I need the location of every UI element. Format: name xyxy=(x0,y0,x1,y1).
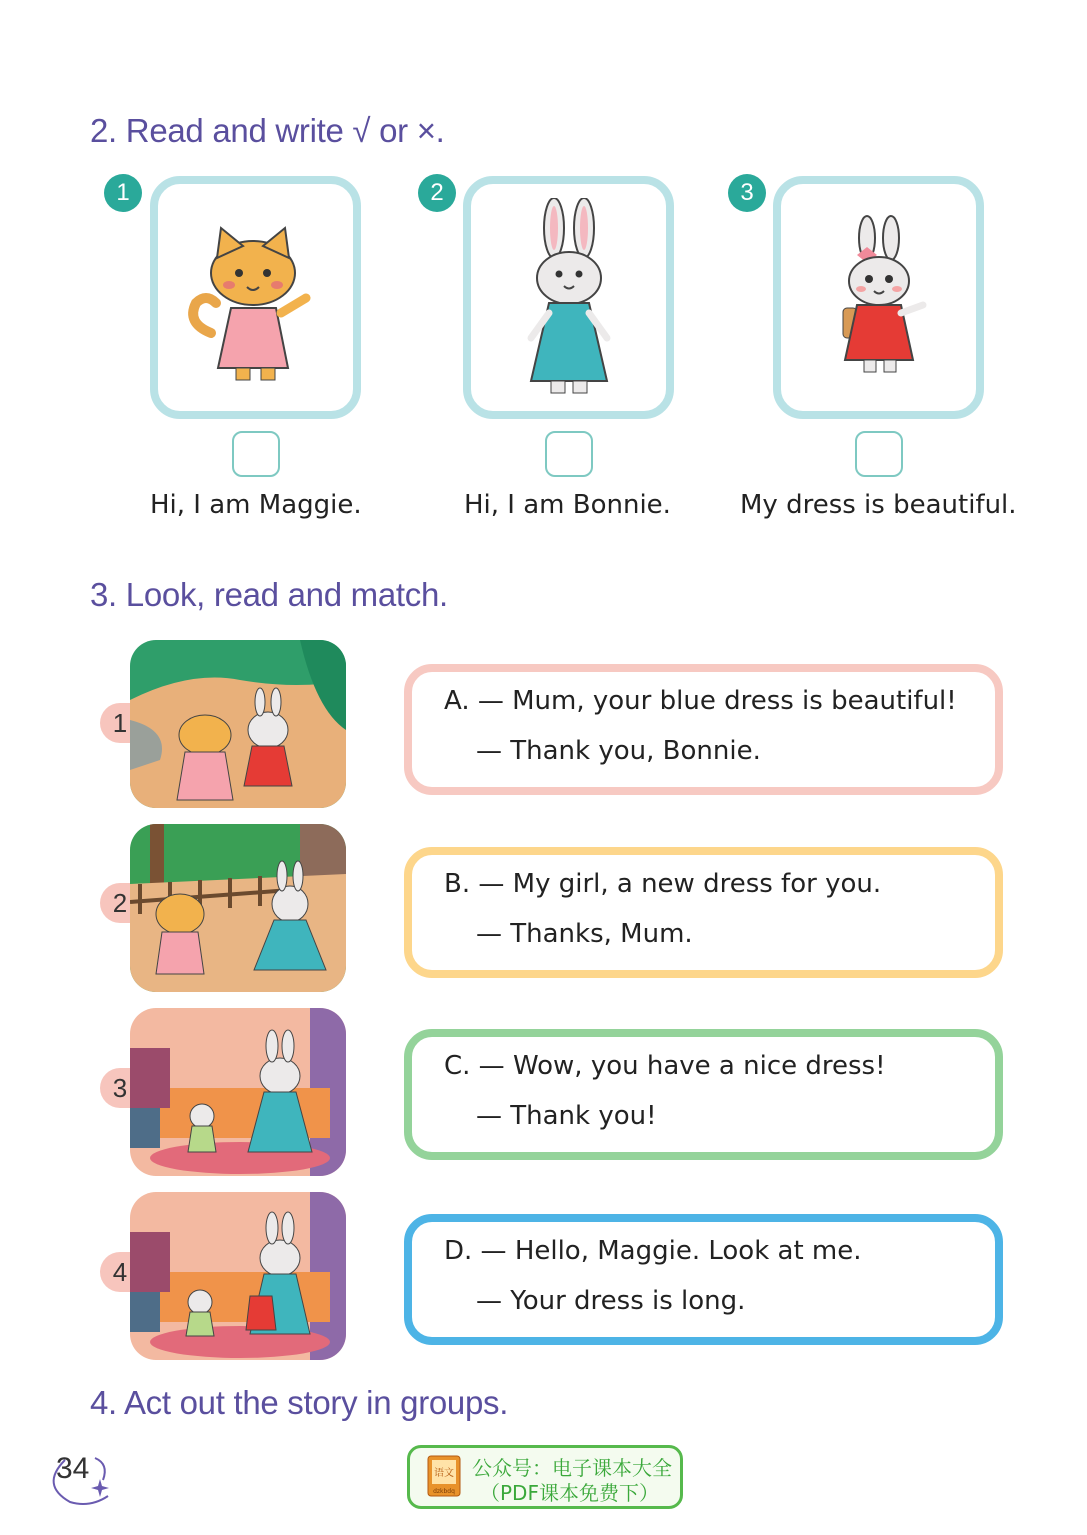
item-number-1: 1 xyxy=(104,174,142,212)
dialog-c-line1: C. — Wow, you have a nice dress! xyxy=(444,1051,886,1081)
picture-frame-1 xyxy=(150,176,361,419)
section4-title: 4. Act out the story in groups. xyxy=(90,1384,509,1421)
dialog-d-line2: — Your dress is long. xyxy=(476,1286,746,1316)
dialog-a-line2: — Thank you, Bonnie. xyxy=(476,736,761,766)
watermark-banner xyxy=(407,1445,683,1509)
dialog-box-c xyxy=(404,1029,1003,1160)
book-icon-small-label: dzkbdq xyxy=(433,1488,455,1495)
scene-picture-3 xyxy=(130,1008,346,1176)
dialog-box-a xyxy=(404,664,1003,795)
dialog-d-line1: D. — Hello, Maggie. Look at me. xyxy=(444,1236,862,1266)
watermark-line2: （PDF课本免费下） xyxy=(480,1481,659,1505)
picture-number-2: 2 xyxy=(100,883,140,923)
section3-title: 3. Look, read and match. xyxy=(90,576,448,613)
dialog-b-line1: B. — My girl, a new dress for you. xyxy=(444,869,882,899)
scene-picture-1 xyxy=(130,640,346,808)
caption-2: Hi, I am Bonnie. xyxy=(464,490,671,520)
book-icon-label: 语文 xyxy=(434,1468,454,1479)
rabbit-mum-illustration xyxy=(509,198,629,398)
scene-picture-2 xyxy=(130,824,346,992)
section2-title: 2. Read and write √ or ×. xyxy=(90,112,445,149)
dialog-a-line1: A. — Mum, your blue dress is beautiful! xyxy=(444,686,957,716)
book-icon xyxy=(426,1454,462,1498)
dialog-box-b xyxy=(404,847,1003,978)
answer-box-2[interactable] xyxy=(545,431,593,477)
caption-1: Hi, I am Maggie. xyxy=(150,490,362,520)
picture-frame-2 xyxy=(463,176,674,419)
picture-number-3: 3 xyxy=(100,1068,140,1108)
item-number-3: 3 xyxy=(728,174,766,212)
answer-box-3[interactable] xyxy=(855,431,903,477)
cat-illustration xyxy=(181,213,331,383)
picture-frame-3 xyxy=(773,176,984,419)
picture-number-1: 1 xyxy=(100,703,140,743)
scene-picture-4 xyxy=(130,1192,346,1360)
answer-box-1[interactable] xyxy=(232,431,280,477)
dialog-box-d xyxy=(404,1214,1003,1345)
picture-number-4: 4 xyxy=(100,1252,140,1292)
caption-3: My dress is beautiful. xyxy=(740,490,1017,520)
dialog-c-line2: — Thank you! xyxy=(476,1101,657,1131)
rabbit-girl-illustration xyxy=(819,213,939,383)
dialog-b-line2: — Thanks, Mum. xyxy=(476,919,693,949)
page-number: 34 xyxy=(56,1452,90,1485)
item-number-2: 2 xyxy=(418,174,456,212)
watermark-line1: 公众号：电子课本大全 xyxy=(472,1456,672,1480)
